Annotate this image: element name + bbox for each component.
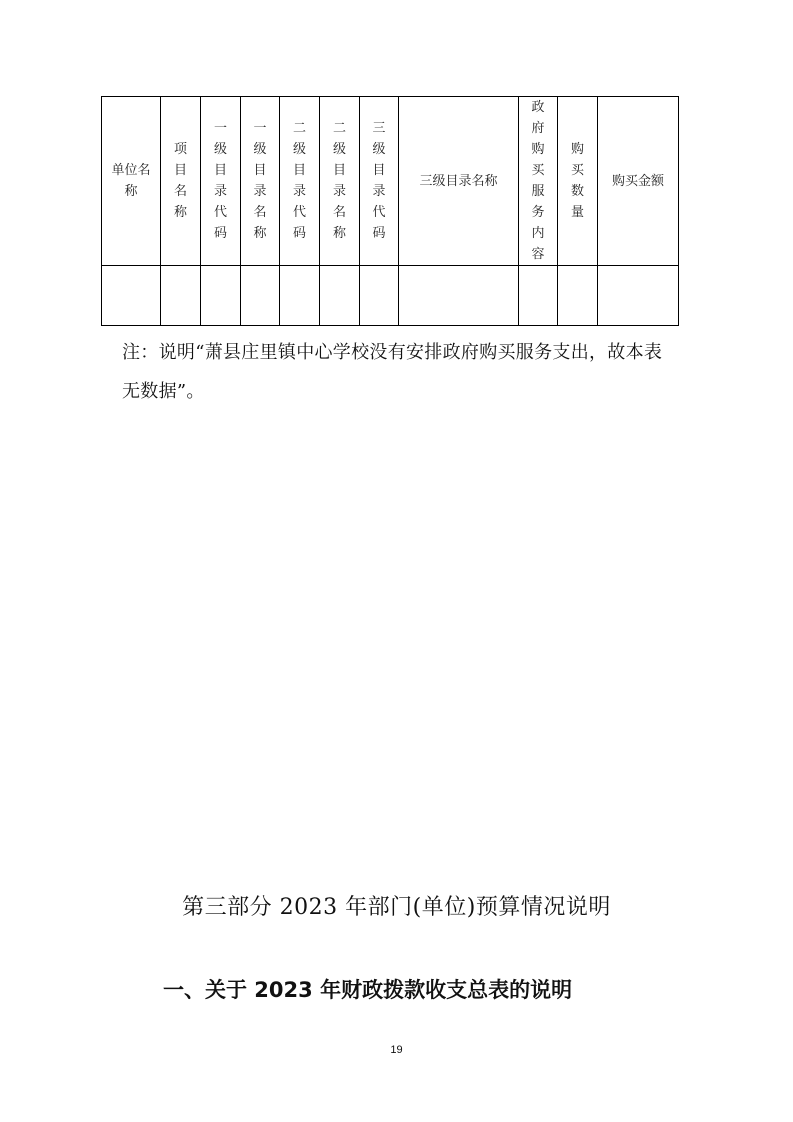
table-cell [161, 266, 201, 326]
column-header-label: 单位名称 [111, 163, 151, 199]
column-header-label: 三级目录代码 [372, 121, 386, 241]
table-cell [280, 266, 320, 326]
column-header-label: 三级目录名称 [419, 173, 498, 189]
note-line: 无数据”。 [122, 381, 205, 402]
column-header-level3-name [399, 97, 519, 266]
column-header-label: 一级目录代码 [214, 121, 228, 241]
table-cell [241, 266, 280, 326]
table-cell [102, 266, 161, 326]
column-header-unit-name [102, 97, 161, 266]
subsection-heading: 一、关于 2023 年财政拨款收支总表的说明 [163, 978, 573, 1002]
column-header-label: 项目名称 [174, 142, 188, 220]
table-row [102, 266, 679, 326]
column-header-amount [598, 97, 679, 266]
section-title: 第三部分 2023 年部门(单位)预算情况说明 [182, 895, 611, 920]
table-cell [558, 266, 598, 326]
page-number: 19 [390, 1044, 403, 1056]
note-line: 注：说明“萧县庄里镇中心学校没有安排政府购买服务支出，故本表 [122, 342, 663, 363]
government-procurement-table [101, 96, 679, 326]
column-header-level3-code [360, 97, 399, 266]
column-header-label: 二级目录名称 [333, 121, 347, 241]
table-note [122, 333, 702, 411]
table-cell [320, 266, 360, 326]
column-header-service-content [519, 97, 558, 266]
column-header-level1-name [241, 97, 280, 266]
table-cell [360, 266, 399, 326]
column-header-level2-name [320, 97, 360, 266]
column-header-label: 购买数量 [571, 142, 585, 220]
column-header-label: 二级目录代码 [293, 121, 307, 241]
column-header-level1-code [201, 97, 241, 266]
column-header-level2-code [280, 97, 320, 266]
column-header-quantity [558, 97, 598, 266]
column-header-label: 一级目录名称 [253, 121, 267, 241]
table-cell [598, 266, 679, 326]
table-cell [201, 266, 241, 326]
column-header-label: 政府购买服务内容 [531, 100, 545, 262]
table-header-row [102, 97, 679, 266]
table-cell [399, 266, 519, 326]
table-cell [519, 266, 558, 326]
column-header-project-name [161, 97, 201, 266]
column-header-label: 购买金额 [611, 173, 664, 189]
